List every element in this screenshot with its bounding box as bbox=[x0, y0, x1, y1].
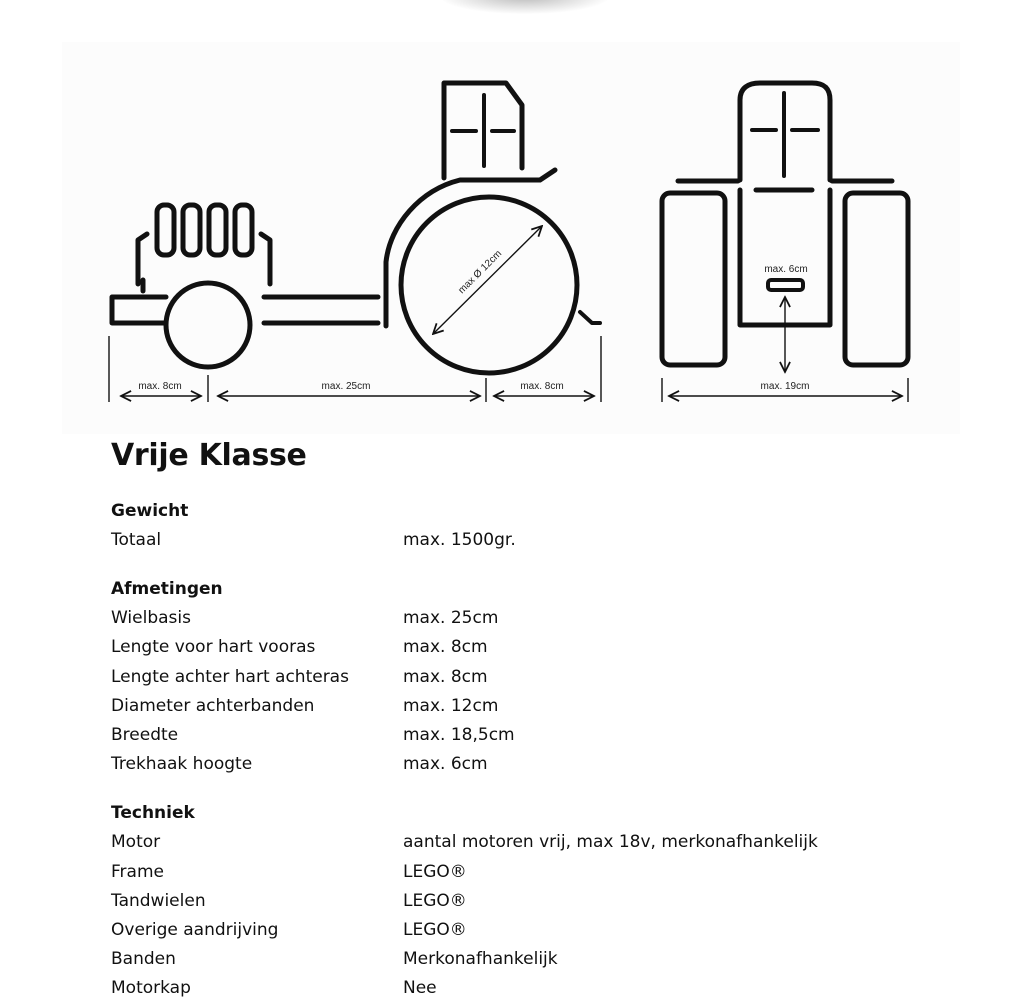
spec-label: Motorkap bbox=[111, 978, 191, 999]
spec-row bbox=[111, 887, 971, 916]
spec-row bbox=[111, 692, 971, 721]
spec-row bbox=[111, 604, 971, 633]
spec-row bbox=[111, 721, 971, 750]
rear-diameter-label: max Ø 12cm bbox=[456, 248, 505, 297]
hitch-height-label: max. 6cm bbox=[764, 264, 808, 275]
tractor-dimension-diagram bbox=[62, 42, 960, 434]
spec-row bbox=[111, 945, 971, 974]
spec-row bbox=[111, 858, 971, 887]
rear-tire-left bbox=[662, 193, 725, 365]
spec-label: Frame bbox=[111, 861, 164, 882]
tractor-diagram-svg bbox=[62, 42, 960, 434]
spec-value: max. 25cm bbox=[403, 608, 499, 629]
side-engine-left bbox=[138, 234, 147, 284]
spec-row bbox=[111, 828, 971, 857]
spec-label: Wielbasis bbox=[111, 608, 191, 629]
spec-section bbox=[111, 799, 971, 1003]
spec-label: Overige aandrijving bbox=[111, 919, 279, 940]
side-cylinder-1 bbox=[157, 205, 174, 255]
spec-row bbox=[111, 974, 971, 1003]
spec-label: Breedte bbox=[111, 724, 179, 745]
side-hitch bbox=[580, 312, 600, 323]
decorative-shadow bbox=[440, 0, 610, 14]
rear-hitch bbox=[768, 280, 803, 290]
spec-value: aantal motoren vrij, max 18v, merkonafhankelijk bbox=[403, 832, 818, 853]
spec-row bbox=[111, 633, 971, 662]
spec-value: max. 6cm bbox=[403, 754, 488, 775]
page-title: Vrije Klasse bbox=[111, 438, 307, 473]
width-label: max. 19cm bbox=[760, 381, 810, 392]
side-front-wheel bbox=[166, 283, 250, 367]
section-title: Gewicht bbox=[111, 501, 189, 521]
spec-row bbox=[111, 526, 971, 555]
side-rear-wheel bbox=[401, 197, 577, 373]
spec-sheet bbox=[111, 436, 971, 1003]
spec-label: Motor bbox=[111, 832, 161, 853]
spec-section bbox=[111, 575, 971, 779]
spec-value: LEGO® bbox=[403, 861, 467, 882]
side-chassis-front bbox=[112, 297, 166, 323]
spec-value: max. 12cm bbox=[403, 695, 499, 716]
spec-row bbox=[111, 750, 971, 779]
spec-value: Merkonafhankelijk bbox=[403, 949, 558, 970]
rear-tire-right bbox=[845, 193, 908, 365]
side-view bbox=[112, 83, 600, 373]
section-title: Afmetingen bbox=[111, 579, 223, 600]
spec-label: Trekhaak hoogte bbox=[111, 754, 253, 775]
side-engine-right bbox=[261, 234, 270, 284]
front-overhang-label: max. 8cm bbox=[138, 381, 182, 392]
spec-value: max. 1500gr. bbox=[403, 530, 516, 550]
spec-value: max. 8cm bbox=[403, 637, 488, 658]
spec-value: LEGO® bbox=[403, 890, 467, 911]
spec-section bbox=[111, 497, 971, 555]
spec-row bbox=[111, 663, 971, 692]
spec-label: Totaal bbox=[111, 530, 162, 550]
spec-value: max. 8cm bbox=[403, 666, 488, 687]
spec-row bbox=[111, 916, 971, 945]
wheelbase-label: max. 25cm bbox=[321, 381, 371, 392]
section-title: Techniek bbox=[111, 803, 195, 824]
spec-sections bbox=[111, 497, 971, 1003]
spec-value: max. 18,5cm bbox=[403, 724, 515, 745]
spec-value: LEGO® bbox=[403, 919, 467, 940]
spec-label: Banden bbox=[111, 949, 176, 970]
spec-label: Lengte achter hart achteras bbox=[111, 666, 349, 687]
spec-label: Lengte voor hart vooras bbox=[111, 637, 316, 658]
spec-label: Diameter achterbanden bbox=[111, 695, 315, 716]
rear-diameter-arrow bbox=[433, 226, 542, 334]
spec-value: Nee bbox=[403, 978, 437, 999]
rear-overhang-label: max. 8cm bbox=[520, 381, 564, 392]
spec-label: Tandwielen bbox=[111, 890, 206, 911]
